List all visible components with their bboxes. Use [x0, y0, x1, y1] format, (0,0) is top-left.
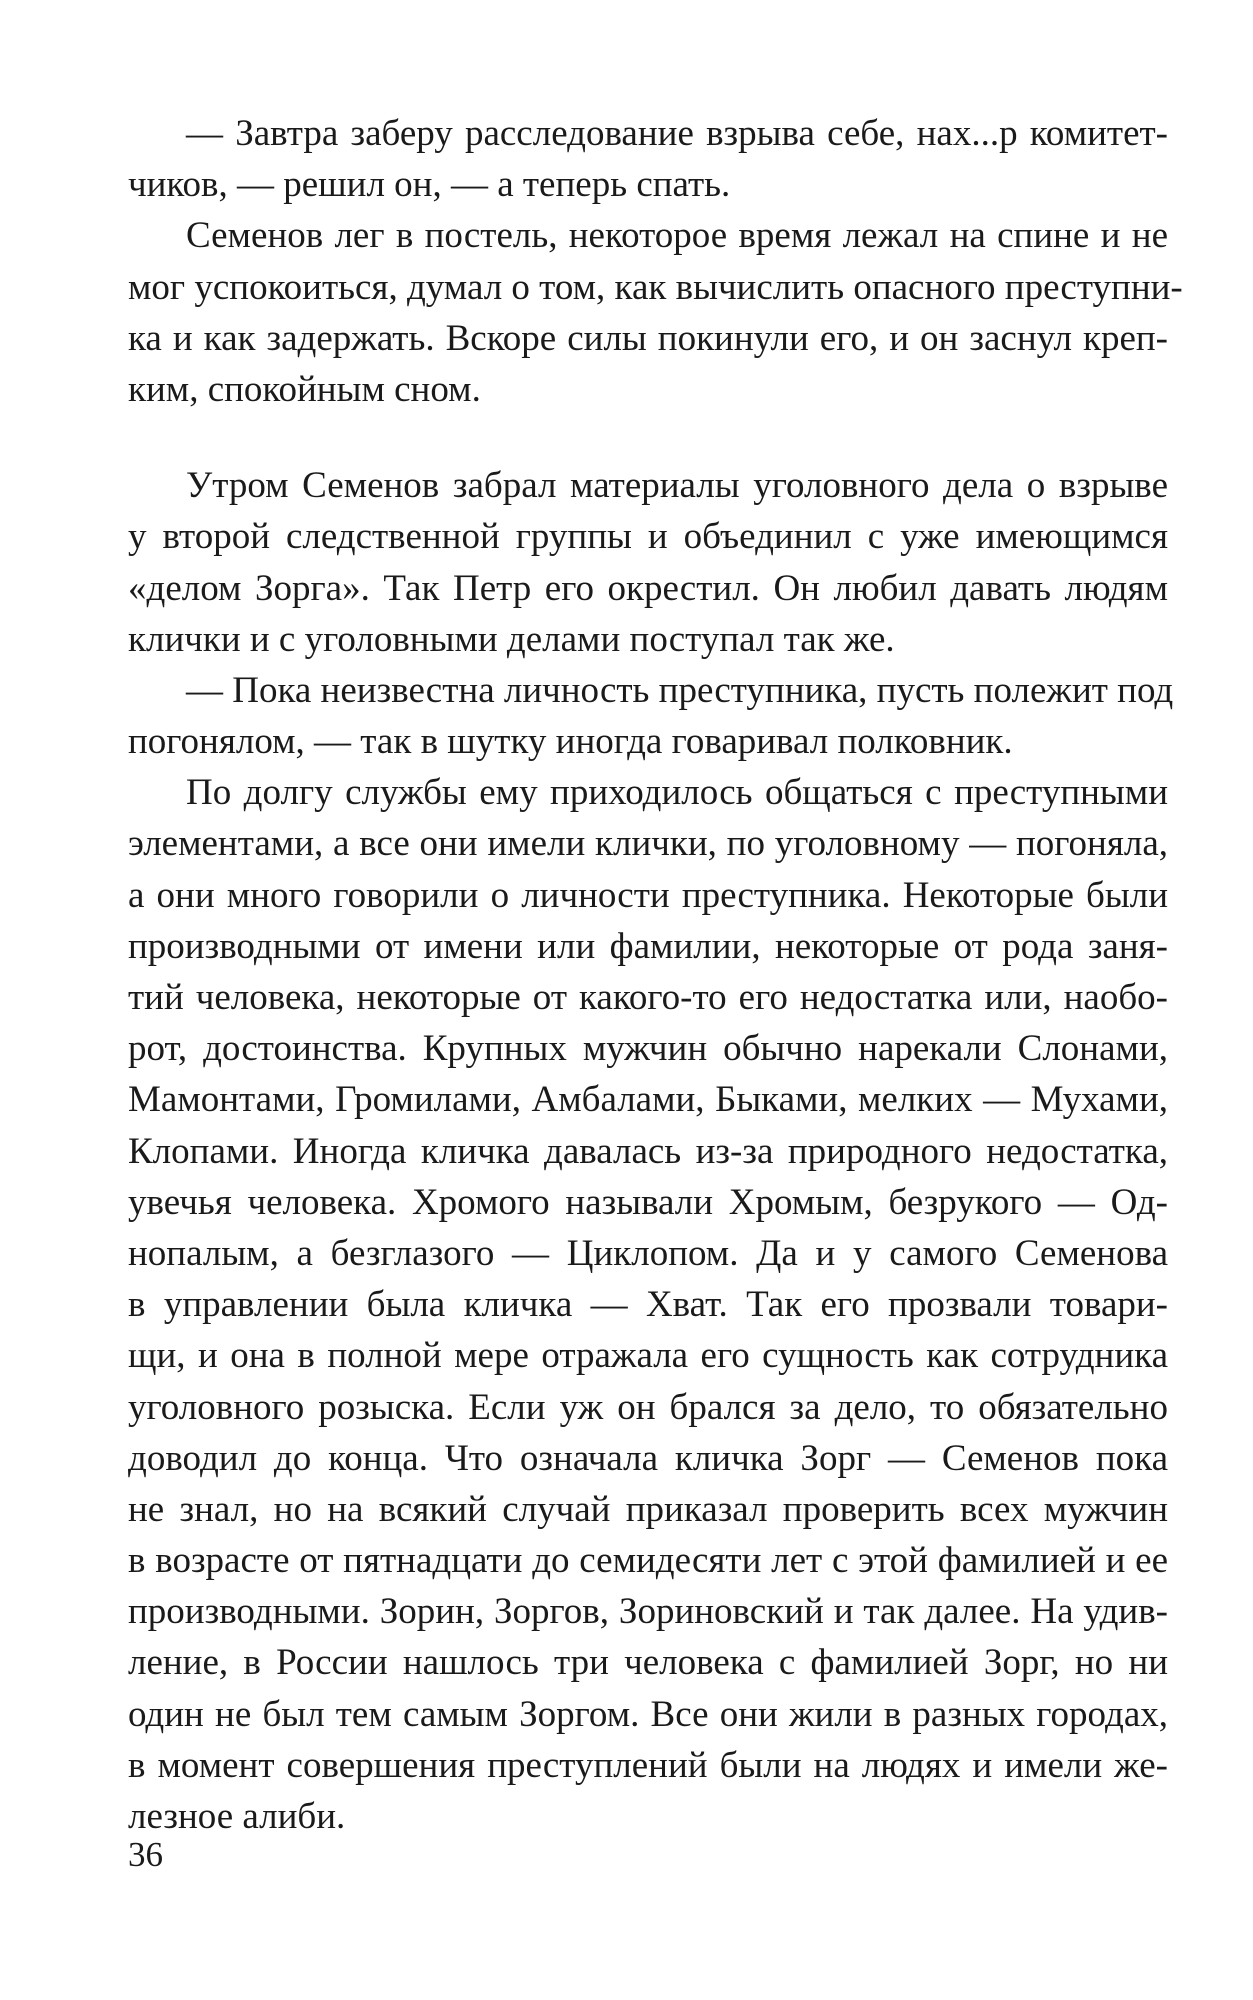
- text-line: По долгу службы ему приходилось общаться с преступными: [186, 772, 1168, 814]
- text-line: в управлении была кличка — Хват. Так его прозвали товари-: [128, 1284, 1168, 1326]
- paragraph: [128, 767, 1168, 1842]
- text-line: у второй следственной группы и объединил с уже имеющимся: [128, 516, 1168, 558]
- text-line: уголовного розыска. Если уж он брался за дело, то обязательно: [128, 1386, 1168, 1428]
- text-line: рот, достоинства. Крупных мужчин обычно нарекали Слонами,: [128, 1028, 1168, 1070]
- text-line: клички и с уголовными делами поступал так же.: [128, 618, 895, 660]
- text-line: мог успокоиться, думал о том, как вычислить опасного преступни-: [128, 266, 1183, 308]
- text-line: ление, в России нашлось три человека с фамилией Зорг, но ни: [128, 1642, 1168, 1684]
- text-line: доводил до конца. Что означала кличка Зорг — Семенов пока: [128, 1437, 1168, 1479]
- text-line: в возрасте от пятнадцати до семидесяти лет с этой фамилией и ее: [128, 1540, 1168, 1582]
- text-line: «делом Зорга». Так Петр его окрестил. Он любил давать людям: [128, 567, 1168, 609]
- text-line: чиков, — решил он, — а теперь спать.: [128, 164, 731, 206]
- text-line: производными от имени или фамилии, некоторые от рода заня-: [128, 925, 1168, 967]
- text-line: ким, спокойным сном.: [128, 368, 481, 410]
- text-line: погонялом, — так в шутку иногда говаривал полковник.: [128, 721, 1013, 763]
- text-line: ка и как задержать. Вскоре силы покинули его, и он заснул креп-: [128, 317, 1168, 359]
- text-line: Семенов лег в постель, некоторое время лежал на спине и не: [186, 215, 1168, 257]
- paragraph: [128, 665, 1174, 767]
- page-number: 36: [128, 1835, 163, 1874]
- text-line: лезное алиби.: [128, 1796, 346, 1837]
- text-line: нопалым, а безглазого — Циклопом. Да и у самого Семенова: [128, 1232, 1168, 1274]
- text-line: а они много говорили о личности преступника. Некоторые были: [128, 874, 1168, 916]
- text-line: щи, и она в полной мере отражала его сущность как сотрудника: [128, 1335, 1168, 1377]
- text-line: Клопами. Иногда кличка давалась из-за природного недостатка,: [128, 1130, 1168, 1172]
- text-line: в момент совершения преступлений были на людях и имели же-: [128, 1744, 1168, 1786]
- paragraph: [128, 460, 1168, 665]
- section-break: [128, 415, 1168, 460]
- paragraph: [128, 108, 1168, 210]
- text-line: — Пока неизвестна личность преступника, пусть полежит под: [186, 669, 1174, 711]
- text-line: тий человека, некоторые от какого-то его недостатка или, наобо-: [128, 977, 1168, 1018]
- paragraph: [128, 210, 1183, 415]
- text-line: Мамонтами, Громилами, Амбалами, Быками, мелких — Мухами,: [128, 1079, 1168, 1121]
- text-line: один не был тем самым Зоргом. Все они жили в разных городах,: [128, 1693, 1168, 1735]
- page-text: [128, 108, 1183, 1842]
- text-line: увечья человека. Хромого называли Хромым, безрукого — Од-: [128, 1181, 1168, 1223]
- text-line: — Завтра заберу расследование взрыва себе, нах...р комитет-: [186, 113, 1168, 154]
- text-line: элементами, а все они имели клички, по уголовному — погоняла,: [128, 823, 1168, 865]
- text-line: Утром Семенов забрал материалы уголовного дела о взрыве: [186, 465, 1168, 507]
- text-line: не знал, но на всякий случай приказал проверить всех мужчин: [128, 1488, 1168, 1530]
- text-line: производными. Зорин, Зоргов, Зориновский и так далее. На удив-: [128, 1591, 1168, 1633]
